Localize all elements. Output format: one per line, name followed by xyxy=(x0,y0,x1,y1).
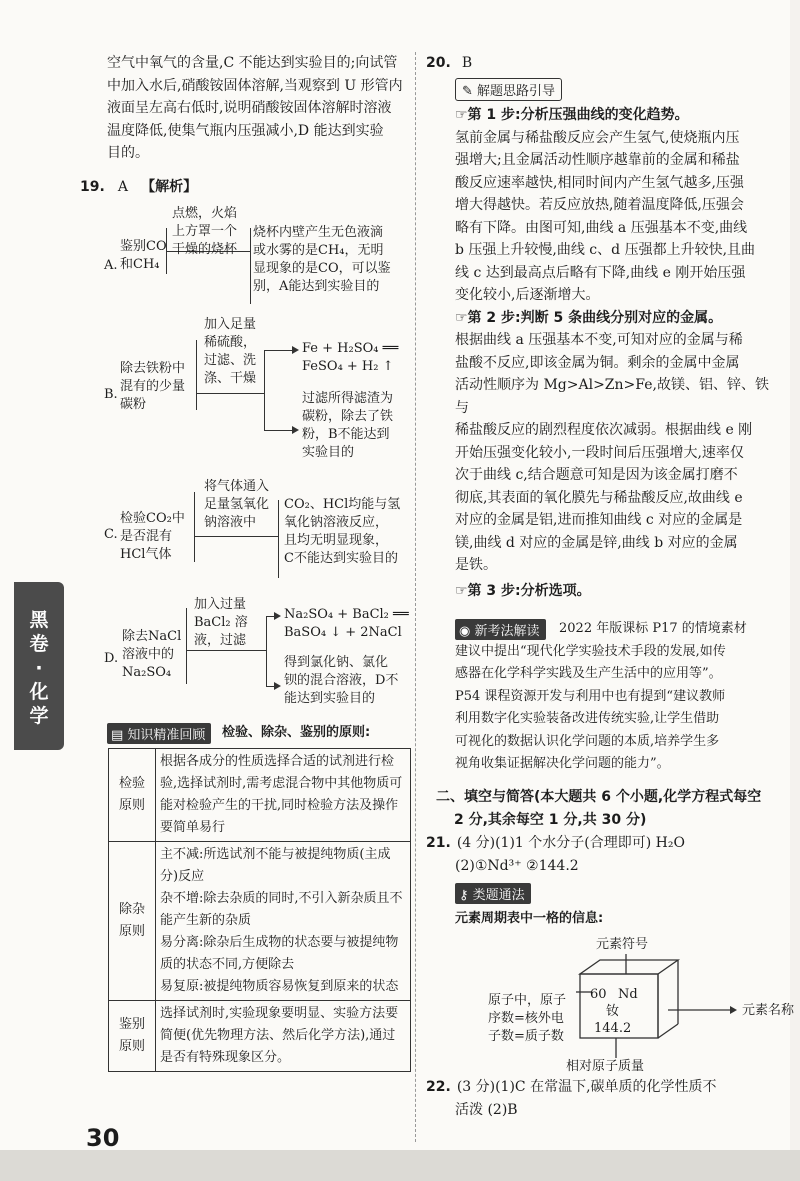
answer-line: (3 分)(1)C 在常温下,碳单质的化学性质不 xyxy=(456,1079,717,1095)
symbol-label: 元素符号 xyxy=(596,937,649,952)
text-line: 盐酸不反应,即该金属为铜。剩余的金属中金属 xyxy=(455,354,740,371)
text-line: 原则 xyxy=(118,798,145,813)
text-line: 检验 xyxy=(118,776,145,791)
text-line: 视角收集证据解决化学问题的能力”。 xyxy=(455,756,670,771)
text-line: 主不减:所选试剂不能与被提纯物质(主成分)反应 xyxy=(160,847,391,884)
answer-line: 活泼 (2)B xyxy=(455,1101,518,1118)
name-label: 元素名称 xyxy=(742,1003,795,1018)
text-line: 2 分,其余每空 1 分,共 30 分) xyxy=(454,811,647,828)
option-letter: D. xyxy=(104,651,119,666)
text-line: 加入足量 xyxy=(204,317,257,332)
tag-label: 解题思路引导 xyxy=(477,84,556,99)
step-1 xyxy=(455,104,775,602)
text-line: 目的。 xyxy=(107,145,149,161)
text-line: 是铁。 xyxy=(455,557,497,573)
text-line: 烧杯内壁产生无色液滴 xyxy=(253,225,384,240)
answer-line: (2)①Nd³⁺ ②144.2 xyxy=(455,857,579,874)
option-letter: B. xyxy=(104,387,118,402)
row-label xyxy=(109,1001,156,1072)
text-line: 温度降低,使集气瓶内压强减小,D 能达到实验 xyxy=(107,122,384,139)
knowledge-title: 检验、除杂、鉴别的原则: xyxy=(222,725,371,740)
step-title: ☞第 3 步:分析选项。 xyxy=(455,582,591,599)
text-line: 或水雾的是CH₄，无明 xyxy=(253,243,384,258)
question-number: 19. xyxy=(80,179,105,195)
text-line: 氢前金属与稀盐酸反应会产生氢气,使烧瓶内压 xyxy=(455,129,740,146)
text-line: 除杂 xyxy=(118,902,145,917)
text-line: 实验目的 xyxy=(302,445,355,460)
diagram-operation xyxy=(204,478,269,532)
question-20-header xyxy=(426,52,472,75)
text-line: 子数=质子数 xyxy=(488,1029,564,1044)
arrow-icon xyxy=(292,426,299,434)
text-line: Fe + H₂SO₄ ══ xyxy=(302,341,399,356)
text-line: 加入过量 xyxy=(194,597,247,612)
text-line: 空气中氧气的含量,C 不能达到实验目的;向试管 xyxy=(107,55,398,71)
chemical-equation xyxy=(302,340,398,376)
text-line: 次于曲线 c,结合题意可知是因为该金属打磨不 xyxy=(455,467,738,483)
tab-char: 化 xyxy=(29,681,49,703)
atomic-number-label xyxy=(488,992,566,1046)
section-2-heading xyxy=(436,786,781,831)
text-line: CO₂、HCl均能与氢 xyxy=(284,497,401,512)
question-21 xyxy=(426,832,776,877)
arrow-icon xyxy=(292,346,299,354)
text-line: 粉，B不能达到 xyxy=(302,427,390,442)
row-label xyxy=(109,749,156,842)
tag-label: 知识精准回顾 xyxy=(127,728,206,743)
text-line: 点燃，火焰 xyxy=(172,206,238,221)
text-line: 碳粉 xyxy=(120,397,147,412)
text-line: 增大得越快。若反应放热,随着温度降低,压强会 xyxy=(455,197,744,213)
text-line: Na₂SO₄ xyxy=(122,665,172,680)
text-line: 干燥的烧杯 xyxy=(172,242,238,257)
atomic-number: 60 xyxy=(590,987,607,1002)
diagram-operation xyxy=(194,596,248,650)
text-line: 且均无明显现象， xyxy=(284,533,389,548)
text-line: Na₂SO₄ + BaCl₂ ══ xyxy=(284,607,409,622)
mass-label: 相对原子质量 xyxy=(566,1059,645,1074)
text-line: 感器在化学科学实践及生产生活中的应用等”。 xyxy=(455,666,722,681)
text-line: 氧化钠溶液反应， xyxy=(284,515,389,530)
text-line: 溶液中的 xyxy=(122,647,175,662)
text-line: 彻底,其表面的氧化膜先与稀盐酸反应,故曲线 e xyxy=(455,489,743,506)
text-line: 涤、干燥 xyxy=(204,371,257,386)
connector-line xyxy=(194,536,278,537)
connector-line xyxy=(186,650,266,651)
text-line: 钡的混合溶液，D不 xyxy=(284,673,399,688)
step-title: ☞第 1 步:分析压强曲线的变化趋势。 xyxy=(455,107,689,123)
question-19-header xyxy=(80,176,197,199)
brace xyxy=(194,492,195,562)
diagram-operation xyxy=(172,205,237,259)
text-line: 稀硫酸， xyxy=(204,335,257,350)
text-line: 将气体通入 xyxy=(204,479,270,494)
text-line: 稀盐酸反应的剧烈程度依次减弱。根据曲线 e 刚 xyxy=(455,422,753,438)
brace xyxy=(186,608,187,684)
text-line: 原子中，原子 xyxy=(488,993,567,1008)
diagram-subject xyxy=(120,360,185,414)
element-name: 钕 xyxy=(606,1004,620,1019)
column-divider xyxy=(415,52,417,1142)
text-line: 酸反应速率越快,相同时间内产生氢气越多,压强 xyxy=(455,174,744,191)
connector-line xyxy=(264,430,292,431)
option-letter: A. xyxy=(104,258,118,273)
row-label xyxy=(109,842,156,1001)
text-line: FeSO₄ + H₂ ↑ xyxy=(302,359,394,374)
tab-char: 学 xyxy=(29,705,49,727)
text-line: 杂不增:除去杂质的同时,不引入新杂质且不能产生新的杂质 xyxy=(160,891,403,928)
text-line: 开始压强变化较小,一段时间后压强增大,速率仅 xyxy=(455,444,744,461)
text-line: P54 课程资源开发与利用中也有提到“建议教师 xyxy=(455,688,726,704)
row-text: 选择试剂时,实验现象要明显、实验方法要简便(优先物理方法、然后化学方法),通过是否有特殊现象区分。 xyxy=(156,1001,411,1072)
text-line: 2022 年版课标 P17 的情境素材 xyxy=(559,621,747,636)
text-line: 活动性顺序为 Mg>Al>Zn>Fe,故镁、铝、锌、铁与 xyxy=(455,377,769,416)
text-line: HCl气体 xyxy=(120,547,172,562)
text-line: 序数=核外电 xyxy=(488,1011,564,1026)
text-line: 别，A能达到实验目的 xyxy=(253,279,380,294)
text-line: 原则 xyxy=(118,1039,145,1054)
text-line: 对应的金属是铝,进而推知曲线 c 对应的金属是 xyxy=(455,512,743,528)
page-edge-shadow xyxy=(0,1150,800,1181)
brace xyxy=(264,350,265,430)
text-line: 显现象的是CO，可以鉴 xyxy=(253,261,391,276)
table-row xyxy=(109,749,411,842)
text-line: 利用数字化实验装备改进传统实验,让学生借助 xyxy=(455,711,720,726)
question-number: 22. xyxy=(426,1079,451,1095)
text-line: 钠溶液中 xyxy=(204,515,257,530)
arrow-icon xyxy=(274,682,281,690)
bulb-icon: ◉ xyxy=(459,624,475,639)
text-line: 线 c 达到最高点后略有下降,曲线 e 刚开始压强 xyxy=(455,264,746,281)
text-line: 除去NaCl xyxy=(122,629,182,644)
connector-line xyxy=(266,686,274,687)
text-line: C不能达到实验目的 xyxy=(284,551,398,566)
connector-line xyxy=(196,393,264,394)
text-line: 易分离:除杂后生成物的状态要与被提纯物质的状态不同,方便除去 xyxy=(160,935,399,972)
subject-side-tab xyxy=(14,582,64,750)
element-info-title: 元素周期表中一格的信息: xyxy=(455,911,604,926)
text-line: 碳粉，除去了铁 xyxy=(302,409,394,424)
text-line: 易复原:被提纯物质容易恢复到原来的状态 xyxy=(160,979,399,994)
diagram-result xyxy=(302,390,393,462)
text-line: BaSO₄ ↓ + 2NaCl xyxy=(284,625,402,640)
pencil-icon: ✎ xyxy=(462,84,478,99)
brace xyxy=(250,228,251,304)
diagram-subject xyxy=(120,238,167,274)
tab-char: 黑 xyxy=(29,609,49,631)
text-line: 原则 xyxy=(118,924,145,939)
new-exam-text xyxy=(455,618,775,776)
answer-line: (4 分)(1)1 个水分子(合理即可) H₂O xyxy=(456,835,685,851)
text-line: 得到氯化钠、氯化 xyxy=(284,655,389,670)
tag-label: 新考法解读 xyxy=(474,624,540,639)
text-line: 过滤、洗 xyxy=(204,353,257,368)
answer: A xyxy=(117,179,129,195)
text-line: 能达到实验目的 xyxy=(284,691,376,706)
diagram-result xyxy=(253,224,391,296)
brace xyxy=(196,340,197,410)
diagram-subject xyxy=(120,510,185,564)
text-line: 除去铁粉中 xyxy=(120,361,186,376)
text-line: 和CH₄ xyxy=(120,257,160,272)
row-text xyxy=(156,842,411,1001)
text-line: 根据曲线 a 压强基本不变,可知对应的金属与稀 xyxy=(455,332,743,348)
brace xyxy=(266,616,267,686)
diagram-result xyxy=(284,654,398,708)
connector-line xyxy=(264,350,292,351)
tag-label: 类题通法 xyxy=(472,888,525,903)
solution-guide-tag xyxy=(455,78,562,101)
tab-char: · xyxy=(35,657,43,679)
question-number: 20. xyxy=(426,55,451,71)
text-line: 二、填空与简答(本大题共 6 个小题,化学方程式每空 xyxy=(436,789,762,805)
brace xyxy=(278,500,279,578)
text-line: 略有下降。由图可知,曲线 a 压强基本不变,曲线 xyxy=(455,219,748,236)
text-line: 是否混有 xyxy=(120,529,173,544)
atomic-mass: 144.2 xyxy=(594,1021,632,1036)
text-line: 镁,曲线 d 对应的金属是锌,曲线 b 对应的金属 xyxy=(455,534,738,551)
diagram-subject xyxy=(122,628,181,682)
text-line: 上方罩一个 xyxy=(172,224,238,239)
principles-table xyxy=(108,748,411,1072)
diagram-result xyxy=(284,496,400,568)
text-line: 鉴别 xyxy=(118,1017,145,1032)
table-row xyxy=(109,842,411,1001)
tab-char: 卷 xyxy=(29,633,49,655)
text-line: 强增大;且金属活动性顺序越靠前的金属和稀盐 xyxy=(455,152,740,168)
text-line: 液面呈左高右低时,说明硝酸铵固体溶解时溶液 xyxy=(107,100,392,116)
chemical-equation xyxy=(284,606,409,642)
text-line: 足量氢氧化 xyxy=(204,497,270,512)
question-22 xyxy=(426,1076,776,1121)
text-line: 鉴别CO xyxy=(120,239,167,254)
answer: B xyxy=(461,55,473,71)
question-number: 21. xyxy=(426,835,451,851)
similar-method-tag xyxy=(455,883,531,904)
text-line: 建议中提出“现代化学实验技术手段的发展,如传 xyxy=(455,643,726,659)
knowledge-review-tag xyxy=(107,723,211,744)
key-icon: ⚷ xyxy=(459,888,473,903)
intro-paragraph xyxy=(107,52,412,165)
text-line: 中加入水后,硝酸铵固体溶解,当观察到 U 形管内 xyxy=(107,77,403,94)
diagram-operation xyxy=(204,316,256,388)
text-line: 液，过滤 xyxy=(194,633,247,648)
table-row xyxy=(109,1001,411,1072)
page-number: 30 xyxy=(86,1124,120,1152)
analysis-label: 【解析】 xyxy=(141,179,198,195)
text-line: 检验CO₂中 xyxy=(120,511,185,526)
row-text: 根据各成分的性质选择合适的试剂进行检验,选择试剂时,需考虑混合物中其他物质可能对检验产生的干扰,同时检验方法及操作要简单易行 xyxy=(156,749,411,842)
book-icon: ▤ xyxy=(111,728,128,743)
option-letter: C. xyxy=(104,527,118,542)
step-title: ☞第 2 步:判断 5 条曲线分别对应的金属。 xyxy=(455,309,723,326)
text-line: BaCl₂ 溶 xyxy=(194,615,248,630)
text-line: 可视化的数据认识化学问题的本质,培养学生多 xyxy=(455,733,720,749)
connector-line xyxy=(266,616,274,617)
text-line: 过滤所得滤渣为 xyxy=(302,391,394,406)
text-line: 变化较小,后逐渐增大。 xyxy=(455,287,600,303)
text-line: b 压强上升较慢,曲线 c、d 压强都上升较快,且曲 xyxy=(455,242,756,258)
text-line: 混有的少量 xyxy=(120,379,186,394)
element-symbol: Nd xyxy=(618,987,638,1002)
arrow-icon xyxy=(274,612,281,620)
